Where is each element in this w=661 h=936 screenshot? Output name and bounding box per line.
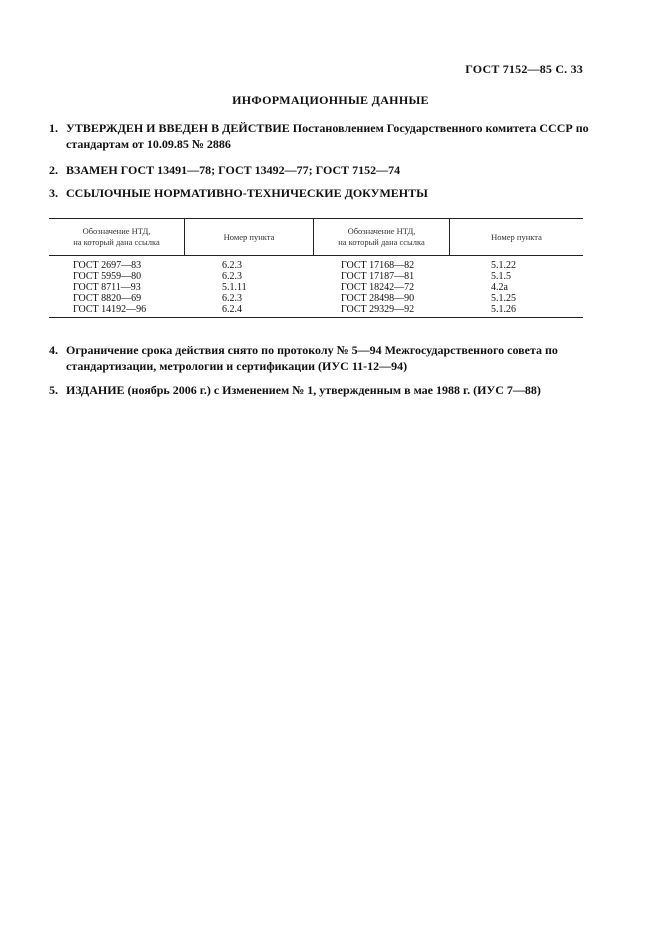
item-text: ВЗАМЕН ГОСТ 13491—78; ГОСТ 13492—77; ГОСТ 7152—74 xyxy=(66,163,401,177)
cell-clause: 5.1.26 xyxy=(491,304,516,315)
cell-clause: 5.1.11 xyxy=(222,282,247,293)
cell-clause: 5.1.5 xyxy=(491,271,511,282)
item-number: 3. xyxy=(49,186,58,200)
item-lead: УТВЕРЖДЕН И ВВЕДЕН В ДЕЙСТВИЕ xyxy=(66,121,290,135)
header-text: Номер пункта xyxy=(491,231,542,242)
table-row xyxy=(49,282,583,293)
cell-clause: 6.2.4 xyxy=(222,304,242,315)
info-item-1 xyxy=(49,120,589,152)
item-number: 2. xyxy=(49,163,58,177)
cell-doc: ГОСТ 5959—80 xyxy=(73,271,142,282)
item-text: Ограничение срока действия снято по протоколу № 5—94 Межгосударственного совета по стандартизации, метрологии и сертификации (ИУС 11-12—94) xyxy=(66,343,558,373)
table-body xyxy=(49,256,583,317)
reference-table xyxy=(49,218,583,318)
item-text: ИЗДАНИЕ (ноябрь 2006 г.) с Изменением № 1, утвержденным в мае 1988 г. (ИУС 7—88) xyxy=(66,383,541,397)
cell-doc: ГОСТ 17187—81 xyxy=(341,271,415,282)
table-row xyxy=(49,260,583,271)
cell-doc: ГОСТ 29329—92 xyxy=(341,304,415,315)
cell-doc: ГОСТ 17168—82 xyxy=(341,260,415,271)
table-row xyxy=(49,271,583,282)
table-row xyxy=(49,304,583,315)
table-row xyxy=(49,293,583,304)
cell-clause: 6.2.3 xyxy=(222,293,242,304)
column-header-clause xyxy=(450,219,583,255)
item-number: 5. xyxy=(49,383,58,397)
item-number: 1. xyxy=(49,121,58,135)
info-item-5 xyxy=(49,382,589,398)
column-header-designation xyxy=(314,219,449,255)
info-item-2 xyxy=(49,162,589,178)
header-text: Обозначение НТД, на который дана ссылка xyxy=(73,226,160,247)
section-title: ИНФОРМАЦИОННЫЕ ДАННЫЕ xyxy=(232,93,429,107)
header-text: Обозначение НТД, на который дана ссылка xyxy=(338,226,425,247)
cell-doc: ГОСТ 28498—90 xyxy=(341,293,415,304)
column-header-designation xyxy=(49,219,184,255)
item-number: 4. xyxy=(49,343,58,357)
info-item-4 xyxy=(49,342,589,374)
item-text: Постановлением Государственного комитета СССР по стандартам от 10.09.85 № 2886 xyxy=(66,121,589,151)
cell-clause: 5.1.25 xyxy=(491,293,516,304)
cell-doc: ГОСТ 14192—96 xyxy=(73,304,147,315)
cell-doc: ГОСТ 18242—72 xyxy=(341,282,415,293)
cell-clause: 4.2а xyxy=(491,282,508,293)
item-text: ССЫЛОЧНЫЕ НОРМАТИВНО-ТЕХНИЧЕСКИЕ ДОКУМЕНТЫ xyxy=(66,186,428,200)
page-header: ГОСТ 7152—85 С. 33 xyxy=(465,62,583,76)
column-header-clause xyxy=(185,219,313,255)
cell-doc: ГОСТ 8711—93 xyxy=(73,282,141,293)
cell-doc: ГОСТ 8820—69 xyxy=(73,293,142,304)
cell-clause: 5.1.22 xyxy=(491,260,516,271)
table-header xyxy=(49,219,583,256)
cell-doc: ГОСТ 2697—83 xyxy=(73,260,142,271)
info-item-3 xyxy=(49,185,589,201)
header-text: Номер пункта xyxy=(223,231,275,242)
cell-clause: 6.2.3 xyxy=(222,271,242,282)
cell-clause: 6.2.3 xyxy=(222,260,242,271)
